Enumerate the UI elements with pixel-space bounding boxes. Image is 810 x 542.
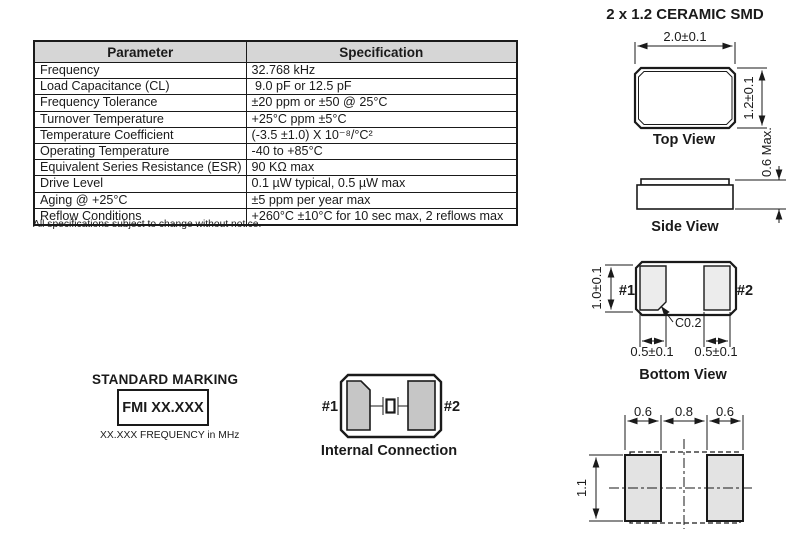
land-gap-dim: 0.8 — [674, 404, 694, 419]
top-width-dim: 2.0±0.1 — [663, 29, 707, 44]
col-header-specification: Specification — [246, 41, 517, 63]
specification-cell: ±20 ppm or ±50 @ 25°C — [246, 95, 517, 111]
specification-cell: 0.1 µW typical, 0.5 µW max — [246, 176, 517, 192]
parameter-cell: Frequency — [34, 63, 246, 79]
internal-connection-caption: Internal Connection — [320, 443, 458, 459]
internal-connection-diagram — [321, 375, 460, 459]
crystal-body-symbol — [387, 400, 395, 413]
side-view-lid — [641, 179, 729, 185]
specification-cell: +25°C ppm ±5°C — [246, 111, 517, 127]
page-title: 2 x 1.2 CERAMIC SMD — [606, 6, 764, 23]
table-footnote: All specifications subject to change without notice. — [33, 219, 262, 230]
parameter-cell: Drive Level — [34, 176, 246, 192]
specification-cell: 32.768 kHz — [246, 63, 517, 79]
bottom-pin2-label: #2 — [736, 283, 754, 299]
side-height-dim: 0.6 Max. — [759, 127, 774, 177]
parameter-cell: Load Capacitance (CL) — [34, 79, 246, 95]
top-view-label: Top View — [652, 132, 716, 148]
side-view-label: Side View — [651, 219, 719, 235]
parameter-cell: Temperature Coefficient — [34, 127, 246, 143]
standard-marking-heading: STANDARD MARKING — [92, 372, 239, 387]
bottom-pad-1 — [640, 266, 666, 310]
specification-cell: ±5 ppm per year max — [246, 192, 517, 208]
bottom-view-label: Bottom View — [639, 367, 727, 383]
specification-cell: 90 KΩ max — [246, 160, 517, 176]
land-pad-width-left-dim: 0.6 — [633, 404, 653, 419]
bottom-pad-2 — [704, 266, 730, 310]
pin1-label: #1 — [321, 399, 339, 415]
parameter-cell: Operating Temperature — [34, 144, 246, 160]
bottom-pad1-width-dim: 0.5±0.1 — [630, 344, 674, 359]
parameter-cell: Turnover Temperature — [34, 111, 246, 127]
land-pad-height-dim: 1.1 — [574, 478, 589, 498]
land-pad-width-right-dim: 0.6 — [715, 404, 735, 419]
top-view-outline — [635, 68, 735, 128]
marking-box-text: FMI XX.XXX — [122, 399, 204, 416]
specification-cell: -40 to +85°C — [246, 144, 517, 160]
specification-cell: 9.0 pF or 12.5 pF — [246, 79, 517, 95]
bottom-pin1-label: #1 — [618, 283, 636, 299]
top-height-dim: 1.2±0.1 — [741, 76, 756, 120]
parameter-cell: Reflow Conditions — [34, 208, 246, 225]
bottom-view-diagram — [589, 262, 753, 383]
col-header-parameter: Parameter — [34, 41, 246, 63]
pin2-label: #2 — [443, 399, 461, 415]
bottom-pad-length-dim: 1.0±0.1 — [589, 266, 604, 310]
pad-1 — [347, 381, 370, 430]
parameter-cell: Aging @ +25°C — [34, 192, 246, 208]
chamfer-note: C0.2 — [675, 316, 702, 330]
pad-2 — [408, 381, 435, 430]
specification-cell: (-3.5 ±1.0) X 10⁻⁸/°C² — [246, 127, 517, 143]
top-view-diagram — [635, 29, 767, 148]
land-pattern-diagram — [574, 404, 753, 529]
bottom-pad2-width-dim: 0.5±0.1 — [694, 344, 738, 359]
parameter-cell: Equivalent Series Resistance (ESR) — [34, 160, 246, 176]
side-view-body — [637, 185, 733, 209]
parameter-cell: Frequency Tolerance — [34, 95, 246, 111]
marking-caption: XX.XXX FREQUENCY in MHz — [100, 430, 240, 441]
specification-cell: +260°C ±10°C for 10 sec max, 2 reflows max — [246, 208, 517, 225]
